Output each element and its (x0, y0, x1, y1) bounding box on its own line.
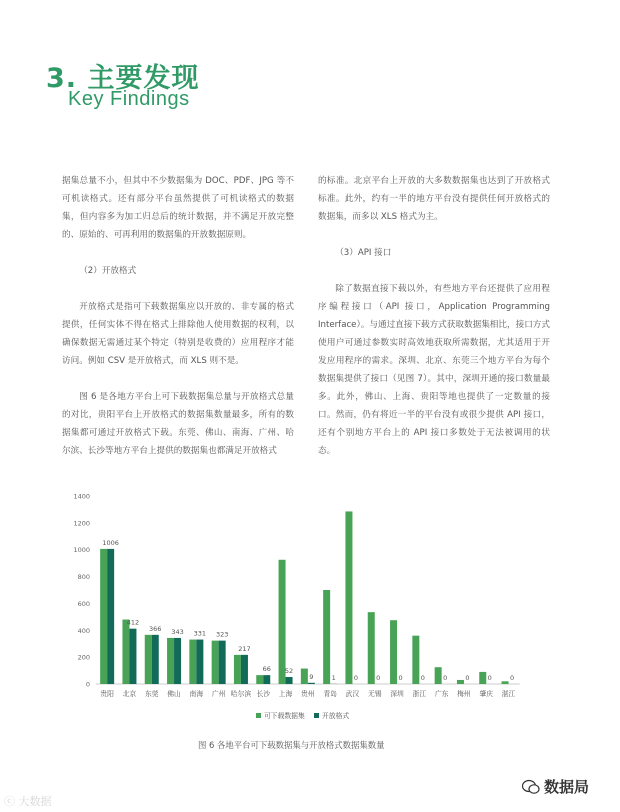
figure-caption: 图 6 各地平台可下载数据集与开放格式数据集数量 (198, 740, 385, 750)
bar-open-format (196, 640, 203, 684)
right-column (318, 172, 550, 460)
bar-downloadable (122, 620, 129, 684)
x-category-label: 贵阳 (100, 690, 114, 698)
x-category-label: 佛山 (167, 690, 181, 698)
data-label: 0 (487, 674, 492, 682)
bar-downloadable (234, 655, 241, 684)
data-label: 66 (262, 665, 271, 674)
data-label: 0 (398, 674, 403, 682)
data-label: 0 (465, 674, 470, 682)
bar-downloadable (145, 635, 152, 684)
x-category-label: 东莞 (144, 690, 159, 698)
data-label: 52 (284, 667, 294, 676)
bar-downloadable (323, 590, 330, 684)
bar-open-format (263, 675, 270, 684)
x-category-label: 肇庆 (479, 690, 494, 698)
right-paragraph-2: 除了数据直接下载以外，有些地方平台还提供了应用程序编程接口（API 接口，Application Programming Interface）。与通过直接下载方式获取数据集相比，接口方式使用户可通过参数实时高效地获取所需数据，尤其适用于开发应用程序的需求。深圳、北京、东莞三个地方平台为每个数据集提供了接口（见图 7）。其中，深圳开通的接口数量最多。此外，佛山、上海、贵阳等地也提供了一定数量的接口。然而，仍有将近一半的平台没有或很少提供 API 接口，还有个别地方平台上的 API 接口多数处于无法被调用的状态。 (318, 284, 550, 456)
data-label: 331 (193, 629, 207, 638)
legend-label-downloadable: 可下载数据集 (264, 712, 305, 720)
bar-downloadable (502, 681, 509, 684)
bar-open-format (219, 641, 226, 684)
x-category-label: 武汉 (345, 690, 360, 698)
data-label: 0 (353, 674, 359, 682)
data-label: 0 (420, 674, 425, 682)
y-tick-label: 1000 (73, 546, 90, 555)
bar-open-format (286, 677, 293, 684)
y-tick-label: 400 (77, 626, 90, 635)
x-category-label: 广东 (434, 690, 449, 698)
data-label: 343 (171, 627, 184, 636)
x-category-label: 深圳 (390, 690, 404, 698)
data-label: 0 (443, 674, 448, 682)
bar-downloadable (368, 612, 375, 684)
bar-downloadable (390, 620, 397, 684)
x-category-label: 无锡 (367, 690, 382, 698)
watermark-logo-icon: ⓒ (4, 795, 15, 808)
y-tick-label: 600 (77, 599, 90, 608)
bar-downloadable (412, 636, 419, 684)
bar-downloadable (212, 641, 219, 684)
data-label: 366 (149, 624, 162, 633)
x-category-label: 梅州 (457, 690, 471, 698)
x-category-label: 青岛 (323, 690, 337, 698)
left-paragraph-2: 开放格式是指可下载数据集应以开放的、非专属的格式提供，任何实体不得在格式上排除他人使用数据的权利，以确保数据无需通过某个特定（特别是收费的）应用程序才能访问。例如 CSV 是开放格式，而 XLS 则不是。 (62, 302, 294, 366)
bar-downloadable (345, 511, 352, 684)
x-category-label: 南海 (189, 690, 204, 698)
section-title: 3. 主要发现 (46, 63, 200, 94)
left-column (62, 172, 294, 460)
bar-open-format (152, 635, 159, 684)
bar-downloadable (256, 675, 263, 684)
data-label: 217 (238, 644, 251, 653)
x-category-label: 上海 (278, 690, 293, 698)
x-category-label: 北京 (122, 690, 137, 698)
right-paragraph-1: 的标准。北京平台上开放的大多数数据集也达到了开放格式标准。此外，约有一半的地方平台没有提供任何开放格式的数据集，而多以 XLS 格式为主。 (318, 176, 550, 222)
legend-swatch-downloadable (256, 713, 261, 718)
y-tick-label: 200 (77, 653, 90, 662)
data-label: 412 (126, 618, 140, 627)
bar-open-format (241, 655, 248, 684)
bar-downloadable (279, 560, 286, 684)
watermark-right (522, 776, 589, 797)
bar-downloadable (167, 638, 174, 684)
watermark-left (4, 793, 52, 809)
bar-chart (66, 488, 536, 728)
data-label: 0 (509, 674, 515, 682)
bar-downloadable (479, 672, 486, 684)
watermark-left-text: 大数据 (18, 795, 52, 808)
left-subheading-open-format: （2）开放格式 (79, 266, 137, 276)
watermark-brand: 数据局 (544, 778, 590, 796)
bar-downloadable (457, 680, 464, 684)
data-label: 9 (309, 672, 314, 681)
y-tick-label: 1200 (73, 519, 90, 528)
data-label: 323 (215, 630, 229, 639)
legend-label-open: 开放格式 (322, 712, 350, 720)
bar-open-format (107, 549, 114, 684)
x-category-label: 贵州 (301, 690, 315, 698)
bar-open-format (129, 629, 136, 684)
x-category-label: 浙江 (412, 690, 427, 698)
right-subheading-api: （3）API 接口 (335, 248, 392, 258)
bar-downloadable (189, 640, 196, 684)
x-category-label: 广州 (211, 690, 226, 698)
bar-downloadable (301, 669, 308, 684)
wechat-icon (522, 779, 540, 795)
bar-downloadable (100, 549, 107, 684)
bar-open-format (174, 638, 181, 684)
data-label: 1006 (102, 538, 119, 547)
x-category-label: 哈尔滨 (230, 690, 252, 698)
y-tick-label: 800 (77, 573, 90, 582)
legend-swatch-open (314, 713, 319, 718)
y-tick-label: 0 (85, 680, 90, 689)
bar-downloadable (435, 667, 442, 684)
bar-open-format (308, 683, 315, 684)
data-label: 0 (376, 674, 381, 682)
left-paragraph-3: 图 6 是各地方平台上可下载数据集总量与开放格式总量的对比，贵阳平台上开放格式的数据集数量最多，所有的数据集都可通过开放格式下载。东莞、佛山、南海、广州、哈尔滨、长沙等地方平台上提供的数据集也都满足开放格式 (62, 392, 294, 456)
left-paragraph-1: 据集总量不小，但其中不少数据集为 DOC、PDF、JPG 等不可机读格式。还有部分平台虽然提供了可机读格式的数据集，但内容多为加工归总后的统计数据，并不满足开放完整的、原始的、可再利用的数据集的开放数据原则。 (62, 176, 294, 240)
data-label: 1 (331, 673, 336, 682)
x-category-label: 湛江 (501, 690, 516, 698)
y-tick-label: 1400 (73, 492, 90, 501)
section-subtitle: Key Findings (68, 88, 190, 110)
x-category-label: 长沙 (256, 690, 271, 698)
